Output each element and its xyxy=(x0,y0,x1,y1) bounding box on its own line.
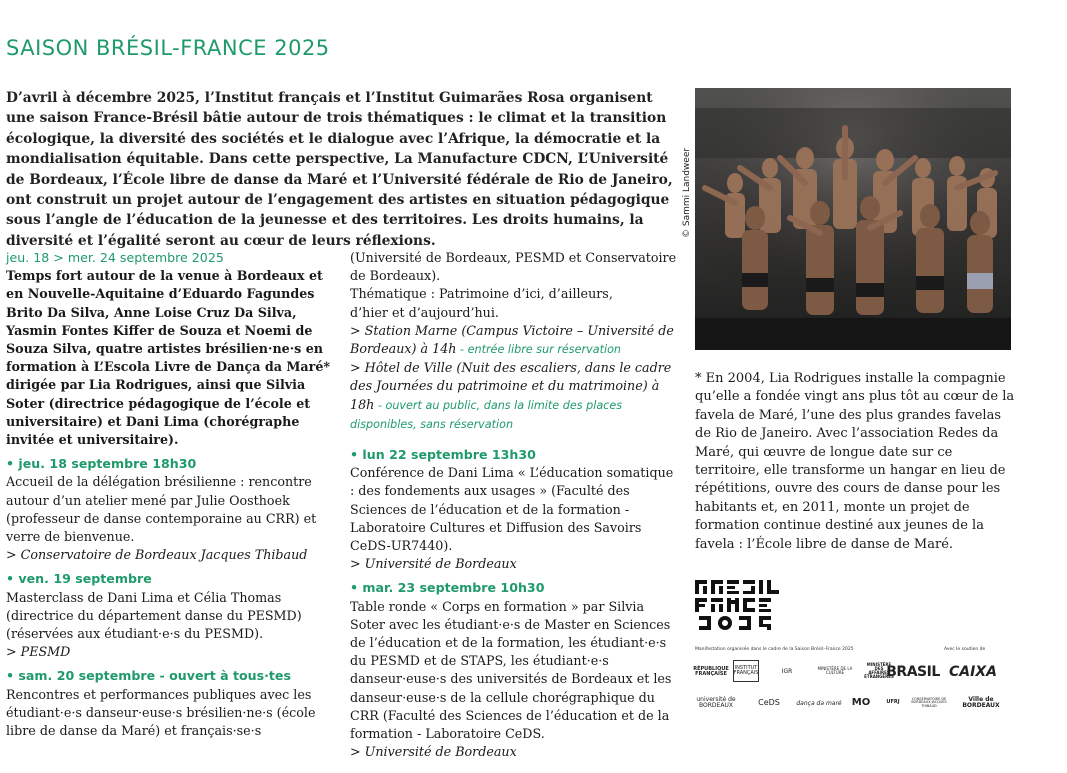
event-text-5: Table ronde « Corps en formation » par Silvia Soter avec les étudiant·e·s de Master en Sciences de l’éducation et de la formation, les étudiant·e·s du PESMD et de STAPS, les étudiant·e·s danseur·euse·s des universités de Bordeaux et les danseur·euse·s de la cellule chorégraphique du CRR (Faculté des Sciences de l’éducation et de la formation - Laboratoire CeDS. xyxy=(350,598,672,742)
event-place-5: > Université de Bordeaux xyxy=(350,744,517,760)
intro-paragraph: D’avril à décembre 2025, l’Institut français et l’Institut Guimarães Rosa organisent une saison France-Brésil bâtie autour de trois thématiques : le climat et la transition écologique, la diversité des sociétés et le dialogue avec l’Afrique, la démocratie et la mondialisation équitable. Dans cette perspective, La Manufacture CDCN, L’Université de Bordeaux, l’École libre de danse da Maré et l’Université fédérale de Rio de Janeiro, ont construit un projet autour de l’engagement des artistes en situation pédagogique sous l’angle de l’éducation de la jeunesse et des territoires. Les droits humains, la diversité et l’égalité seront au cœur de leurs réflexions. xyxy=(6,90,673,249)
logos-caption-right: Avec le soutien de xyxy=(944,647,986,652)
event-date-1: • jeu. 18 septembre 18h30 xyxy=(6,456,197,472)
ville-bordeaux-logo: Ville de BORDEAUX xyxy=(962,695,1000,709)
event-text-3: Rencontres et performances publiques avec les étudiant·e·s danseur·euse·s brésilien·ne·s (école libre de danse da Maré) et français·se·s xyxy=(6,686,316,739)
event-text-2: Masterclass de Dani Lima et Célia Thomas (directrice du département danse du PESMD) (réservées aux étudiant·e·s du PESMD). xyxy=(6,589,302,642)
institut-francais-logo: INSTITUT FRANÇAIS xyxy=(733,660,759,682)
event-date-4: • lun 22 septembre 13h30 xyxy=(350,447,536,463)
event-text-1: Accueil de la délégation brésilienne : rencontre autour d’un atelier mené par Julie Oosthoek (professeur de danse contemporaine au CRR) et verre de bienvenue. xyxy=(6,474,317,545)
event-date-3: • sam. 20 septembre - ouvert à tous·tes xyxy=(6,668,291,684)
venue-1 xyxy=(350,322,680,359)
manufacture-logo: MO xyxy=(851,696,871,708)
photo-credit: © Sammi Landweer xyxy=(682,147,692,238)
range-description: Temps fort autour de la venue à Bordeaux et en Nouvelle-Aquitaine d’Eduardo Fagundes Brito Da Silva, Anne Loise Cruz Da Silva, Yasmin Fontes Kiffer de Souza et Noemi de Souza Silva, quatre artistes brésilien·ne·s en formation à L’Escola Livre de Dança da Maré* dirigée par Lia Rodrigues, ainsi que Silvia Soter (directrice pédagogique de l’école et universitaire) et Dani Lima (chorégraphe invitée et universitaire). xyxy=(6,268,331,448)
program-column-right xyxy=(350,249,680,761)
caixa-logo: CAIXA xyxy=(949,663,997,680)
venue-2-note: - ouvert au public, dans la limite des places disponibles, sans réservation xyxy=(350,398,623,431)
date-range: jeu. 18 > mer. 24 septembre 2025 xyxy=(6,250,224,265)
event-place-2: > PESMD xyxy=(6,644,71,660)
logos-caption-left: Manifestation organisée dans le cadre de la Saison Brésil–France 2025 xyxy=(695,647,854,652)
venue-1-note: - entrée libre sur réservation xyxy=(456,343,622,357)
ufrj-logo: UFRJ xyxy=(886,699,900,706)
event-place-4: > Université de Bordeaux xyxy=(350,556,517,572)
venue-1-place: > Station Marne (Campus Victoire – Université de Bordeaux) à 14h xyxy=(350,322,674,357)
event-text-4: Conférence de Dani Lima « L’éducation somatique : des fondements aux usages » (Faculté des Sciences de l’éducation et de la formation - Laboratoire Cultures et Diffusion des Savoirs CeDS-UR7440). xyxy=(350,465,674,554)
event-date-2: • ven. 19 septembre xyxy=(6,571,152,587)
event-text-3-continued: (Université de Bordeaux, PESMD et Conservatoire de Bordeaux). xyxy=(350,250,677,284)
dancers-photo-illustration xyxy=(695,88,1011,350)
program-column-left xyxy=(6,249,336,740)
bresil-france-logo xyxy=(695,578,779,634)
theme-line-1: Thématique : Patrimoine d’ici, d’ailleurs, xyxy=(350,286,613,302)
ministere-affaires-logo: MINISTÈRE DES AFFAIRES ÉTRANGÈRES xyxy=(864,661,894,680)
ministere-culture-logo: MINISTÈRE DE LA CULTURE xyxy=(817,665,853,675)
universite-bordeaux-logo: université de BORDEAUX xyxy=(696,695,736,709)
venue-2-place: > Hôtel de Ville (Nuit des escaliers, dans le cadre des Journées du patrimoine et du matrimoine) à 18h xyxy=(350,360,672,412)
event-place-1: > Conservatoire de Bordeaux Jacques Thibaud xyxy=(6,547,308,563)
conservatoire-logo: CONSERVATOIRE DE BORDEAUX JACQUES THIBAUD xyxy=(911,696,947,708)
brasil-logo: BRASIL xyxy=(886,663,940,680)
republique-francaise-logo: RÉPUBLIQUE FRANÇAISE xyxy=(693,665,729,677)
ceds-logo: CeDS xyxy=(758,697,780,707)
danca-da-mare-logo: dança da maré xyxy=(796,699,842,707)
bresil-france-logo-graphic xyxy=(695,578,779,634)
footnote: * En 2004, Lia Rodrigues installe la compagnie qu’elle a fondée vingt ans plus tôt au cœur de la favela de Maré, l’une des plus grandes favelas de Rio de Janeiro. Avec l’association Redes da Maré, qui œuvre de longue date sur ce territoire, elle transforme un hangar en lieu de répétitions, ouvre des cours de danse pour les habitants et, en 2011, monte un projet de formation continue destiné aux jeunes de la favela : l’École libre de danse de Maré. xyxy=(695,371,1015,552)
theme-line-2: d’hier et d’aujourd’hui. xyxy=(350,304,499,320)
event-date-5: • mar. 23 septembre 10h30 xyxy=(350,580,545,596)
dance-photo xyxy=(695,88,1011,350)
venue-2 xyxy=(350,359,680,434)
page-title: SAISON BRÉSIL-FRANCE 2025 xyxy=(6,36,330,60)
igr-logo: IGR xyxy=(781,667,793,675)
